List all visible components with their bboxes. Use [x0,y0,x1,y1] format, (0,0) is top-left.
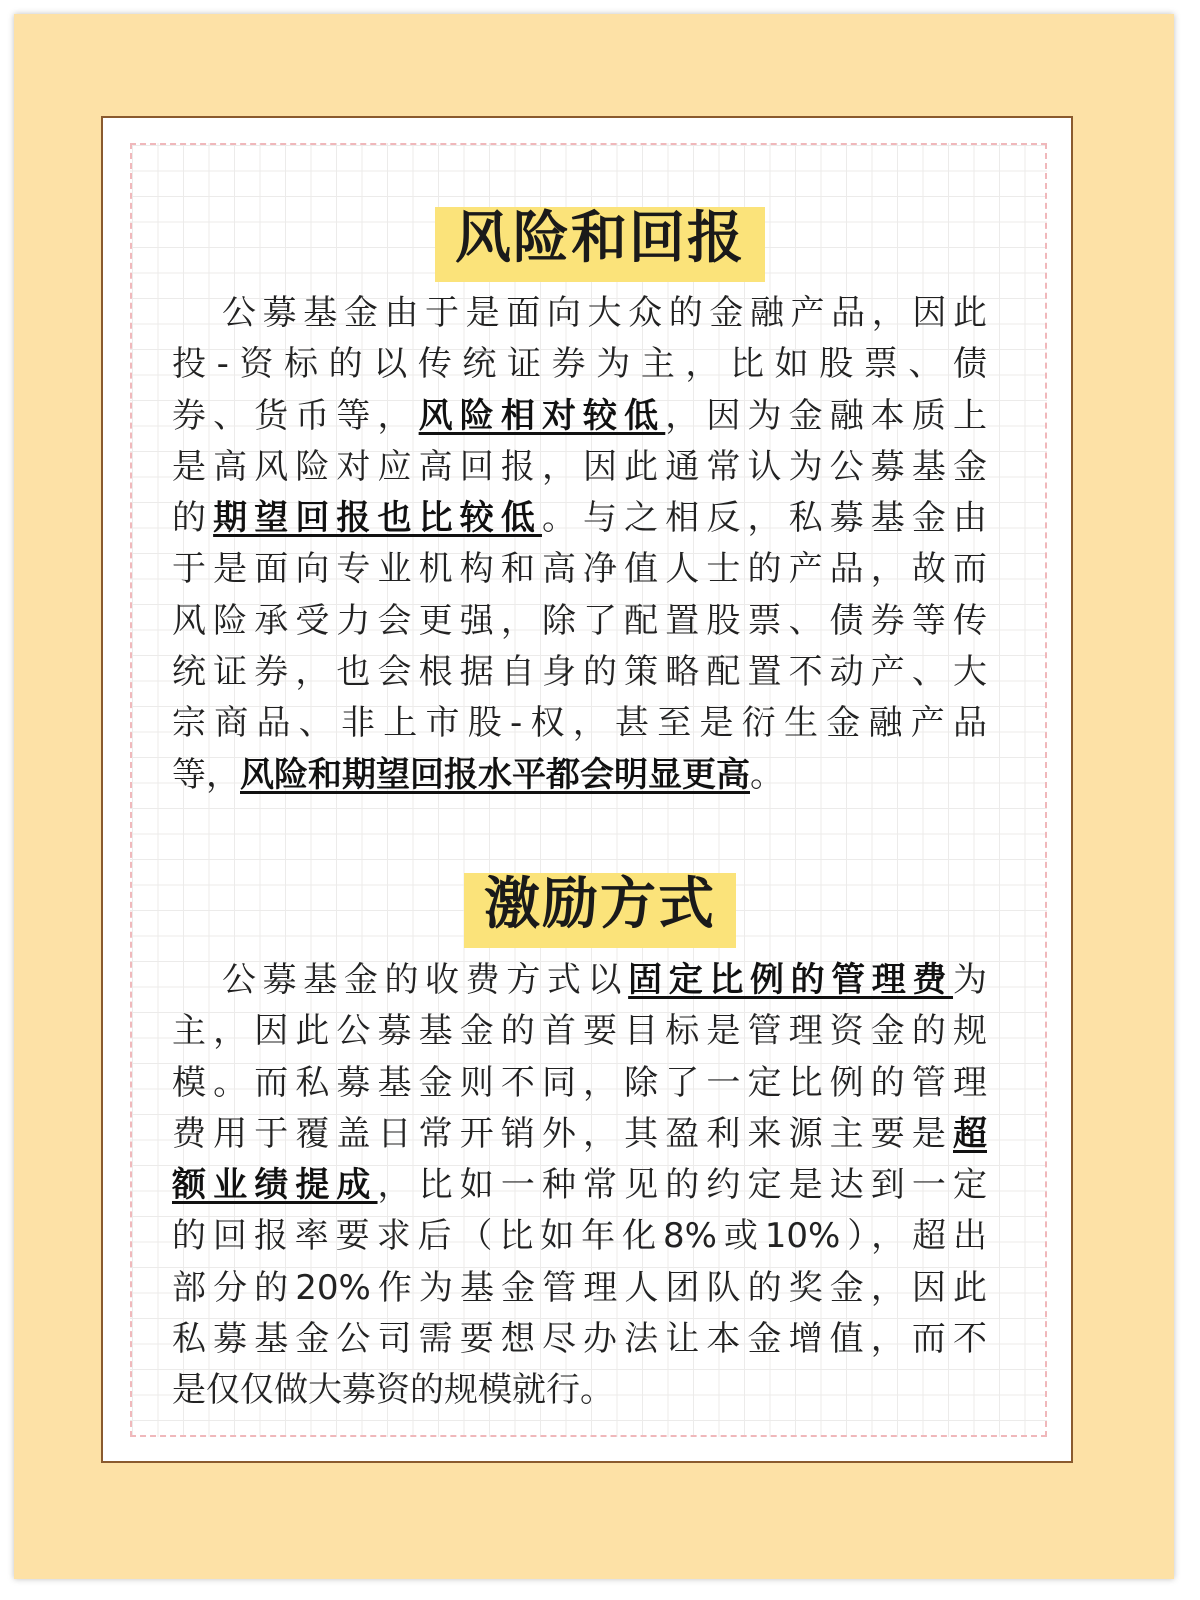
emphasized-text: 额业绩提成 [172,1165,378,1206]
text-segment: 的回报率要求后（比如年化8%或10%），超出 [172,1216,987,1257]
text-segment: ，因为金融本质上 [665,395,988,436]
text-segment: 。 [750,754,784,795]
text-line [172,391,987,442]
text-line [172,442,987,493]
text-segment: 为 [953,960,988,1000]
emphasized-text: 风险和期望回报水平都会明显更高 [240,754,750,795]
text-line [172,1006,987,1057]
section-title-incentive [0,852,1200,948]
text-line [172,493,987,544]
emphasized-text: 固定比例的管理费 [628,960,954,1000]
section-heading: 激励方式 [464,852,736,948]
text-segment: 费用于覆盖日常开销外，其盈利来源主要是 [172,1113,953,1154]
text-segment: 券、货币等， [172,395,419,436]
text-segment: ，比如一种常见的约定是达到一定 [377,1165,988,1206]
text-segment: 。与之相反，私募基金由 [541,498,988,539]
section-body-risk-return [172,288,987,801]
text-segment: 宗商品、非上市股-权，甚至是衍生金融产品 [172,703,987,744]
text-line [172,544,987,595]
text-line [172,750,987,801]
text-segment: 是高风险对应高回报，因此通常认为公募基金 [172,446,987,487]
text-segment: 的 [172,498,214,539]
text-line [172,1365,987,1416]
text-line [172,1314,987,1365]
text-line [172,1211,987,1262]
section-title-risk-return [0,186,1200,282]
text-segment: 部分的20%作为基金管理人团队的奖金，因此 [172,1267,987,1308]
text-segment: 统证券，也会根据自身的策略配置不动产、大 [172,652,987,693]
text-line [172,1160,987,1211]
text-line [172,596,987,647]
text-segment: 模。而私募基金则不同，除了一定比例的管理 [172,1062,987,1103]
text-line [172,288,987,339]
emphasized-text: 超 [953,1113,987,1154]
text-line [172,1263,987,1314]
emphasized-text: 风险相对较低 [418,395,666,436]
emphasized-text: 期望回报也比较低 [213,498,542,539]
text-segment: 投-资标的以传统证券为主，比如股票、债 [172,344,987,385]
text-line [172,955,987,1006]
text-segment: 公募基金由于是面向大众的金融产品，因此 [222,293,987,333]
text-line [172,647,987,698]
text-line [172,698,987,749]
text-segment: 风险承受力会更强，除了配置股票、债券等传 [172,600,987,641]
section-heading: 风险和回报 [435,186,765,282]
text-segment: 是仅仅做大募资的规模就行。 [172,1370,614,1411]
text-segment: 等， [172,754,240,795]
text-segment: 公募基金的收费方式以 [222,960,629,1000]
text-line [172,1058,987,1109]
text-segment: 主，因此公募基金的首要目标是管理资金的规 [172,1011,987,1052]
text-segment: 私募基金公司需要想尽办法让本金增值，而不 [172,1319,987,1360]
section-body-incentive [172,955,987,1417]
text-segment: 于是面向专业机构和高净值人士的产品，故而 [172,549,987,590]
text-line [172,1109,987,1160]
text-line [172,339,987,390]
